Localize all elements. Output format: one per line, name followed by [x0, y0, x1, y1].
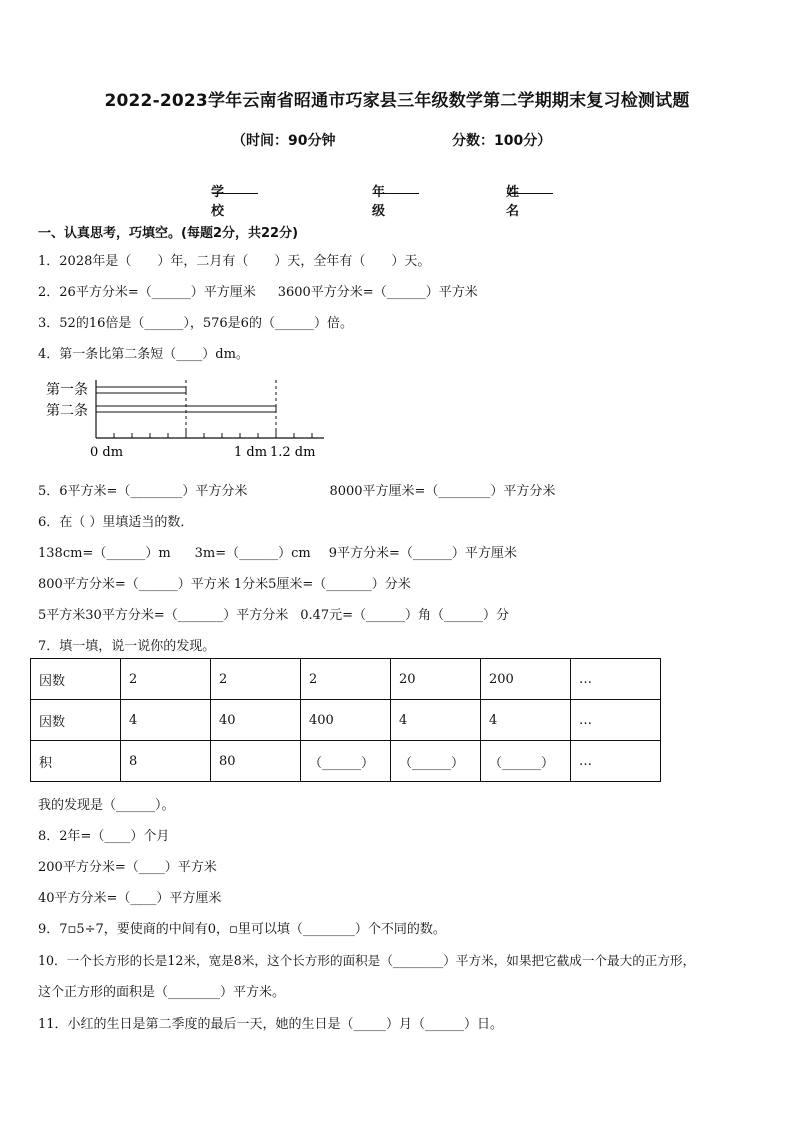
table-cell: 4: [481, 700, 571, 741]
tick-label-1: 1 dm: [234, 445, 268, 460]
table-cell: 2: [211, 659, 301, 700]
tick-label-2: 1.2 dm: [270, 445, 316, 460]
ruler-label-2: 第二条: [46, 403, 88, 419]
question-9: 9．7▫5÷7，要使商的中间有0，▫里可以填（________）个不同的数。: [38, 922, 446, 937]
question-2: [38, 281, 478, 300]
table-cell: 2: [301, 659, 391, 700]
bar-first: [96, 387, 186, 393]
question-7-finding: 我的发现是（______）。: [38, 798, 175, 813]
table-cell: 积: [31, 741, 121, 782]
table-cell: 40: [211, 700, 301, 741]
question-6-row1: [38, 542, 517, 561]
question-8b: 200平方分米=（____）平方米: [38, 860, 217, 875]
question-11: 11．小红的生日是第二季度的最后一天，她的生日是（_____）月（______）日。: [38, 1017, 504, 1032]
table-cell: …: [571, 659, 661, 700]
table-cell: 200: [481, 659, 571, 700]
grade-blank[interactable]: [373, 181, 419, 194]
ruler-figure: [44, 378, 344, 460]
table-cell: 400: [301, 700, 391, 741]
question-5: [38, 480, 555, 499]
table-row: [31, 659, 661, 700]
question-4: 4．第一条比第二条短（____）dm。: [38, 347, 249, 362]
exam-meta: [0, 130, 794, 150]
table-cell: 80: [211, 741, 301, 782]
table-cell: 2: [121, 659, 211, 700]
q6-047: 0.47元=（______）角（______）分: [300, 608, 510, 623]
question-1: 1．2028年是（ ）年，二月有（ ）天，全年有（ ）天。: [38, 254, 431, 269]
table-cell: …: [571, 741, 661, 782]
name-label: 姓名: [506, 185, 520, 219]
answer-blank[interactable]: （______）: [301, 741, 391, 782]
question-3: 3．52的16倍是（______），576是6的（______）倍。: [38, 316, 353, 331]
q6-5m2: 5平方米30平方分米=（_______）平方分米: [38, 608, 289, 623]
question-8a: 8．2年=（____）个月: [38, 829, 170, 844]
question-2b: 3600平方分米=（______）平方米: [277, 285, 478, 300]
answer-blank[interactable]: （______）: [481, 741, 571, 782]
ruler-ticks: [114, 430, 312, 438]
question-10a: 10．一个长方形的长是12米，宽是8米，这个长方形的面积是（________）平方米，如果把它截成一个最大的正方形，: [38, 953, 696, 968]
table-cell: …: [571, 700, 661, 741]
question-5a: 5．6平方米=（________）平方分米: [38, 484, 248, 499]
section-heading: 一、认真思考，巧填空。(每题2分，共22分): [38, 226, 299, 241]
name-blank[interactable]: [507, 181, 553, 194]
table-cell: 8: [121, 741, 211, 782]
table-cell: 因数: [31, 659, 121, 700]
table-cell: 4: [391, 700, 481, 741]
table-cell: 因数: [31, 700, 121, 741]
question-2a: 2．26平方分米=（______）平方厘米: [38, 285, 256, 300]
question-6-row2: 800平方分米=（______）平方米 1分米5厘米=（_______）分米: [38, 577, 411, 592]
question-7: 7．填一填，说一说你的发现。: [38, 639, 216, 654]
question-8c: 40平方分米=（____）平方厘米: [38, 891, 222, 906]
grade-label: 年级: [372, 185, 386, 219]
school-label: 学校: [211, 185, 225, 219]
table-cell: 20: [391, 659, 481, 700]
q6-138cm: 138cm=（______）m: [38, 546, 171, 561]
exam-score: 分数：100分）: [452, 133, 552, 149]
table-cell: 4: [121, 700, 211, 741]
page-title: 2022-2023学年云南省昭通市巧家县三年级数学第二学期期末复习检测试题: [104, 91, 690, 111]
q6-9dm2: 9平方分米=（______）平方厘米: [328, 546, 517, 561]
tick-label-0: 0 dm: [90, 445, 124, 460]
table-row: [31, 700, 661, 741]
school-blank[interactable]: [212, 181, 258, 194]
question-6-row3: [38, 604, 509, 623]
question-6: 6．在（ ）里填适当的数．: [38, 515, 194, 530]
answer-blank[interactable]: （______）: [391, 741, 481, 782]
question-10b: 这个正方形的面积是（________）平方米。: [38, 985, 286, 1000]
table-row: [31, 741, 661, 782]
ruler-label-1: 第一条: [46, 382, 88, 398]
factor-table: [30, 658, 661, 782]
exam-time: （时间：90分钟: [232, 133, 336, 149]
q6-3m: 3m=（______）cm: [194, 546, 311, 561]
question-5b: 8000平方厘米=（________）平方分米: [329, 484, 556, 499]
